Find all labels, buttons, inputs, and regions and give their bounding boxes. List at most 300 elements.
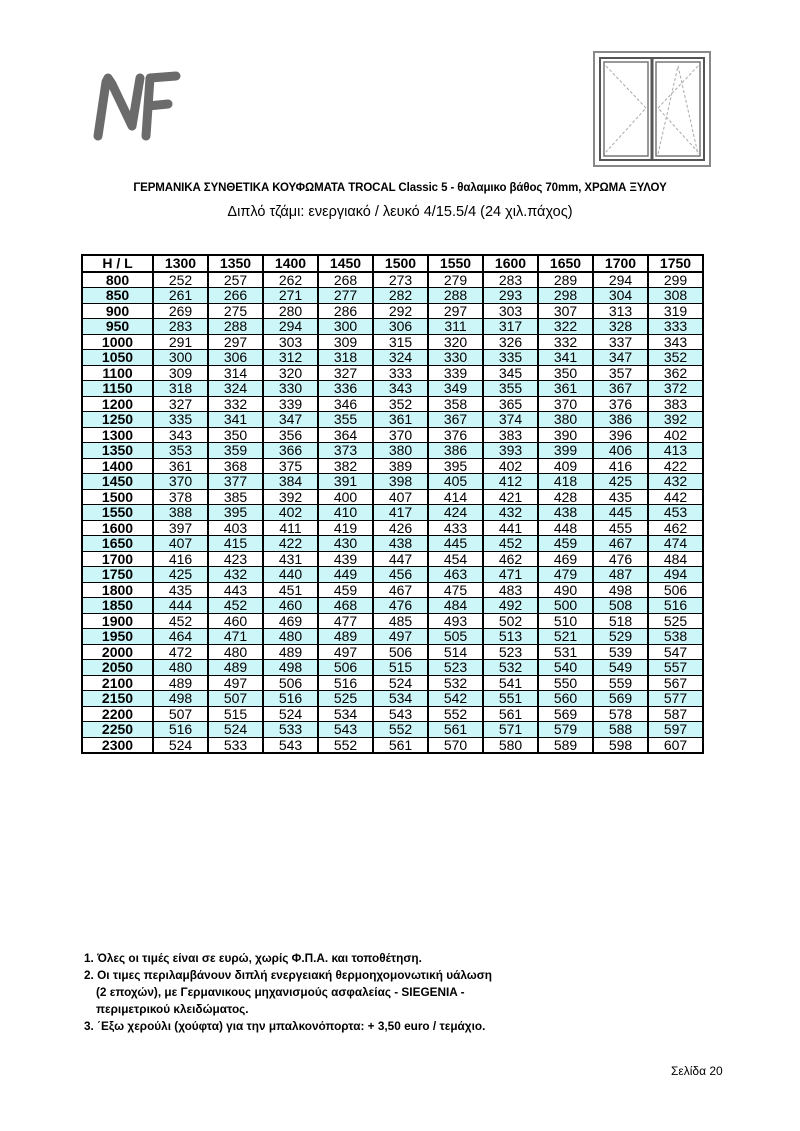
- price-cell: 403: [208, 520, 263, 536]
- price-cell: 252: [153, 272, 208, 288]
- price-cell: 361: [373, 412, 428, 428]
- price-cell: 350: [538, 365, 593, 381]
- price-cell: 421: [483, 489, 538, 505]
- document-title: ΓΕΡΜΑΝΙΚΑ ΣΥΝΘΕΤΙΚΑ ΚΟΥΦΩΜΑΤΑ TROCAL Classic 5 - θαλαμικο βάθος 70mm, ΧΡΩΜΑ ΞΥΛΟΥ: [133, 182, 667, 194]
- column-header: 1300: [153, 255, 208, 272]
- price-cell: 412: [483, 474, 538, 490]
- table-row: [82, 412, 703, 428]
- price-cell: 393: [483, 443, 538, 459]
- price-cell: 308: [648, 288, 703, 304]
- price-cell: 469: [263, 613, 318, 629]
- price-cell: 315: [373, 334, 428, 350]
- price-cell: 424: [428, 505, 483, 521]
- price-cell: 561: [428, 722, 483, 738]
- price-cell: 431: [263, 551, 318, 567]
- price-cell: 439: [318, 551, 373, 567]
- row-header: 1150: [82, 381, 153, 397]
- price-cell: 459: [538, 536, 593, 552]
- price-cell: 343: [153, 427, 208, 443]
- price-cell: 524: [153, 737, 208, 753]
- price-cell: 567: [648, 675, 703, 691]
- note-2: 2. Οι τιμες περιλαμβάνουν διπλή ενεργειακή θερμοηχομονωτική υάλωση: [84, 968, 492, 982]
- price-cell: 392: [648, 412, 703, 428]
- note-2-cont: (2 εποχών), με Γερμανικους μηχανισμούς ασφαλείας - SIEGENIA -: [96, 985, 465, 999]
- price-cell: 415: [208, 536, 263, 552]
- price-cell: 569: [593, 691, 648, 707]
- row-header: 900: [82, 303, 153, 319]
- price-cell: 347: [263, 412, 318, 428]
- price-cell: 303: [483, 303, 538, 319]
- row-header: 1750: [82, 567, 153, 583]
- price-cell: 380: [373, 443, 428, 459]
- price-cell: 443: [208, 582, 263, 598]
- price-cell: 449: [318, 567, 373, 583]
- price-cell: 507: [153, 706, 208, 722]
- price-cell: 292: [373, 303, 428, 319]
- price-cell: 456: [373, 567, 428, 583]
- price-cell: 521: [538, 629, 593, 645]
- table-row: [82, 660, 703, 676]
- price-cell: 418: [538, 474, 593, 490]
- price-cell: 468: [318, 598, 373, 614]
- row-header: 2000: [82, 644, 153, 660]
- price-cell: 343: [373, 381, 428, 397]
- price-cell: 578: [593, 706, 648, 722]
- price-cell: 462: [483, 551, 538, 567]
- price-cell: 332: [208, 396, 263, 412]
- price-cell: 440: [263, 567, 318, 583]
- price-cell: 441: [483, 520, 538, 536]
- price-cell: 416: [153, 551, 208, 567]
- price-cell: 477: [318, 613, 373, 629]
- price-cell: 373: [318, 443, 373, 459]
- row-header: 1650: [82, 536, 153, 552]
- price-cell: 589: [538, 737, 593, 753]
- price-cell: 361: [153, 458, 208, 474]
- row-header: 2300: [82, 737, 153, 753]
- price-cell: 452: [483, 536, 538, 552]
- price-cell: 288: [208, 319, 263, 335]
- table-header-row: [82, 255, 703, 272]
- price-cell: 524: [263, 706, 318, 722]
- row-header: 1450: [82, 474, 153, 490]
- price-cell: 529: [593, 629, 648, 645]
- price-cell: 395: [208, 505, 263, 521]
- price-cell: 298: [538, 288, 593, 304]
- column-header: 1650: [538, 255, 593, 272]
- price-cell: 534: [373, 691, 428, 707]
- note-3: 3. ΄Εξω χερούλι (χούφτα) για την μπαλκονόπορτα: + 3,50 euro / τεμάχιο.: [84, 1019, 486, 1033]
- price-cell: 368: [208, 458, 263, 474]
- table-row: [82, 629, 703, 645]
- price-cell: 359: [208, 443, 263, 459]
- price-cell: 282: [373, 288, 428, 304]
- price-cell: 352: [648, 350, 703, 366]
- price-cell: 508: [593, 598, 648, 614]
- price-cell: 489: [263, 644, 318, 660]
- table-row: [82, 706, 703, 722]
- price-cell: 459: [318, 582, 373, 598]
- price-cell: 533: [208, 737, 263, 753]
- column-header: 1550: [428, 255, 483, 272]
- table-row: [82, 675, 703, 691]
- price-cell: 417: [373, 505, 428, 521]
- price-cell: 299: [648, 272, 703, 288]
- price-cell: 413: [648, 443, 703, 459]
- price-cell: 327: [153, 396, 208, 412]
- price-cell: 307: [538, 303, 593, 319]
- price-cell: 422: [648, 458, 703, 474]
- price-cell: 400: [318, 489, 373, 505]
- price-cell: 525: [318, 691, 373, 707]
- price-cell: 294: [593, 272, 648, 288]
- price-cell: 597: [648, 722, 703, 738]
- price-cell: 382: [318, 458, 373, 474]
- price-cell: 372: [648, 381, 703, 397]
- table-row: [82, 598, 703, 614]
- price-cell: 492: [483, 598, 538, 614]
- table-row: [82, 520, 703, 536]
- price-cell: 286: [318, 303, 373, 319]
- price-cell: 257: [208, 272, 263, 288]
- price-cell: 289: [538, 272, 593, 288]
- price-cell: 406: [593, 443, 648, 459]
- price-cell: 543: [263, 737, 318, 753]
- price-cell: 497: [373, 629, 428, 645]
- price-cell: 383: [648, 396, 703, 412]
- price-cell: 361: [538, 381, 593, 397]
- price-cell: 414: [428, 489, 483, 505]
- price-cell: 425: [153, 567, 208, 583]
- row-header: 1500: [82, 489, 153, 505]
- price-table: [81, 254, 704, 754]
- price-cell: 339: [428, 365, 483, 381]
- price-cell: 460: [263, 598, 318, 614]
- table-row: [82, 427, 703, 443]
- price-cell: 559: [593, 675, 648, 691]
- price-cell: 588: [593, 722, 648, 738]
- price-cell: 335: [153, 412, 208, 428]
- price-cell: 349: [428, 381, 483, 397]
- row-header: 800: [82, 272, 153, 288]
- price-cell: 471: [208, 629, 263, 645]
- price-cell: 392: [263, 489, 318, 505]
- price-cell: 469: [538, 551, 593, 567]
- price-cell: 312: [263, 350, 318, 366]
- price-cell: 435: [153, 582, 208, 598]
- price-cell: 306: [208, 350, 263, 366]
- price-cell: 337: [593, 334, 648, 350]
- price-cell: 561: [483, 706, 538, 722]
- price-cell: 524: [208, 722, 263, 738]
- price-cell: 462: [648, 520, 703, 536]
- window-diagram-icon: [592, 50, 712, 168]
- price-cell: 514: [428, 644, 483, 660]
- price-cell: 402: [648, 427, 703, 443]
- price-cell: 523: [428, 660, 483, 676]
- price-cell: 364: [318, 427, 373, 443]
- price-cell: 322: [538, 319, 593, 335]
- price-cell: 518: [593, 613, 648, 629]
- table-row: [82, 474, 703, 490]
- price-cell: 607: [648, 737, 703, 753]
- price-cell: 500: [538, 598, 593, 614]
- price-cell: 516: [153, 722, 208, 738]
- price-cell: 261: [153, 288, 208, 304]
- price-cell: 304: [593, 288, 648, 304]
- price-cell: 524: [373, 675, 428, 691]
- price-cell: 339: [263, 396, 318, 412]
- price-cell: 345: [483, 365, 538, 381]
- price-cell: 552: [318, 737, 373, 753]
- price-cell: 515: [373, 660, 428, 676]
- row-header: 1550: [82, 505, 153, 521]
- price-cell: 480: [208, 644, 263, 660]
- price-cell: 376: [593, 396, 648, 412]
- row-header: 950: [82, 319, 153, 335]
- table-row: [82, 272, 703, 288]
- price-cell: 407: [153, 536, 208, 552]
- row-header: 2050: [82, 660, 153, 676]
- price-cell: 523: [483, 644, 538, 660]
- price-cell: 579: [538, 722, 593, 738]
- price-cell: 398: [373, 474, 428, 490]
- price-cell: 561: [373, 737, 428, 753]
- price-cell: 460: [208, 613, 263, 629]
- price-cell: 433: [428, 520, 483, 536]
- price-cell: 366: [263, 443, 318, 459]
- table-row: [82, 737, 703, 753]
- note-2-cont2: περιμετρικού κλειδώματος.: [96, 1002, 249, 1016]
- price-cell: 386: [593, 412, 648, 428]
- price-cell: 445: [428, 536, 483, 552]
- price-cell: 506: [263, 675, 318, 691]
- price-cell: 405: [428, 474, 483, 490]
- price-cell: 350: [208, 427, 263, 443]
- price-cell: 452: [153, 613, 208, 629]
- price-cell: 280: [263, 303, 318, 319]
- price-cell: 549: [593, 660, 648, 676]
- price-cell: 367: [428, 412, 483, 428]
- table-row: [82, 303, 703, 319]
- price-cell: 483: [483, 582, 538, 598]
- note-1: 1. Όλες οι τιμές είναι σε ευρώ, χωρίς Φ.Π.Α. και τοποθέτηση.: [84, 951, 422, 965]
- price-cell: 505: [428, 629, 483, 645]
- price-cell: 534: [318, 706, 373, 722]
- price-cell: 516: [263, 691, 318, 707]
- price-cell: 513: [483, 629, 538, 645]
- price-cell: 497: [208, 675, 263, 691]
- row-header: 850: [82, 288, 153, 304]
- price-cell: 532: [483, 660, 538, 676]
- price-cell: 515: [208, 706, 263, 722]
- price-cell: 448: [538, 520, 593, 536]
- table-row: [82, 458, 703, 474]
- price-cell: 489: [208, 660, 263, 676]
- price-cell: 275: [208, 303, 263, 319]
- column-header: 1750: [648, 255, 703, 272]
- price-cell: 533: [263, 722, 318, 738]
- price-cell: 479: [538, 567, 593, 583]
- column-header: 1500: [373, 255, 428, 272]
- price-cell: 480: [263, 629, 318, 645]
- price-cell: 494: [648, 567, 703, 583]
- table-row: [82, 722, 703, 738]
- table-row: [82, 334, 703, 350]
- price-cell: 327: [318, 365, 373, 381]
- price-cell: 377: [208, 474, 263, 490]
- price-cell: 367: [593, 381, 648, 397]
- price-cell: 516: [648, 598, 703, 614]
- price-cell: 525: [648, 613, 703, 629]
- corner-header: H / L: [82, 255, 153, 272]
- row-header: 1300: [82, 427, 153, 443]
- price-cell: 388: [153, 505, 208, 521]
- price-cell: 411: [263, 520, 318, 536]
- price-cell: 279: [428, 272, 483, 288]
- price-cell: 320: [428, 334, 483, 350]
- price-cell: 297: [208, 334, 263, 350]
- price-cell: 455: [593, 520, 648, 536]
- price-cell: 493: [428, 613, 483, 629]
- price-cell: 385: [208, 489, 263, 505]
- price-cell: 540: [538, 660, 593, 676]
- price-cell: 570: [428, 737, 483, 753]
- price-cell: 506: [373, 644, 428, 660]
- price-cell: 384: [263, 474, 318, 490]
- price-cell: 318: [153, 381, 208, 397]
- table-row: [82, 350, 703, 366]
- row-header: 1900: [82, 613, 153, 629]
- price-cell: 444: [153, 598, 208, 614]
- price-cell: 357: [593, 365, 648, 381]
- row-header: 1400: [82, 458, 153, 474]
- price-cell: 507: [208, 691, 263, 707]
- price-cell: 336: [318, 381, 373, 397]
- row-header: 1000: [82, 334, 153, 350]
- price-cell: 378: [153, 489, 208, 505]
- column-header: 1400: [263, 255, 318, 272]
- price-cell: 454: [428, 551, 483, 567]
- column-header: 1700: [593, 255, 648, 272]
- price-cell: 297: [428, 303, 483, 319]
- price-cell: 283: [153, 319, 208, 335]
- price-cell: 432: [208, 567, 263, 583]
- table-row: [82, 613, 703, 629]
- price-cell: 471: [483, 567, 538, 583]
- price-cell: 288: [428, 288, 483, 304]
- price-cell: 484: [648, 551, 703, 567]
- price-cell: 407: [373, 489, 428, 505]
- row-header: 2150: [82, 691, 153, 707]
- price-cell: 435: [593, 489, 648, 505]
- price-cell: 498: [153, 691, 208, 707]
- column-header: 1450: [318, 255, 373, 272]
- table-row: [82, 288, 703, 304]
- price-cell: 425: [593, 474, 648, 490]
- price-cell: 580: [483, 737, 538, 753]
- price-cell: 402: [263, 505, 318, 521]
- price-cell: 330: [428, 350, 483, 366]
- price-cell: 422: [263, 536, 318, 552]
- price-cell: 396: [593, 427, 648, 443]
- price-cell: 409: [538, 458, 593, 474]
- price-cell: 341: [208, 412, 263, 428]
- price-cell: 467: [373, 582, 428, 598]
- price-cell: 426: [373, 520, 428, 536]
- price-cell: 543: [318, 722, 373, 738]
- price-cell: 328: [593, 319, 648, 335]
- row-header: 2250: [82, 722, 153, 738]
- table-row: [82, 567, 703, 583]
- price-cell: 489: [153, 675, 208, 691]
- price-cell: 484: [428, 598, 483, 614]
- price-cell: 539: [593, 644, 648, 660]
- price-cell: 451: [263, 582, 318, 598]
- price-cell: 343: [648, 334, 703, 350]
- price-cell: 485: [373, 613, 428, 629]
- price-cell: 356: [263, 427, 318, 443]
- table-row: [82, 644, 703, 660]
- table-row: [82, 365, 703, 381]
- row-header: 1100: [82, 365, 153, 381]
- table-row: [82, 381, 703, 397]
- price-cell: 438: [538, 505, 593, 521]
- price-cell: 386: [428, 443, 483, 459]
- price-cell: 362: [648, 365, 703, 381]
- price-cell: 442: [648, 489, 703, 505]
- price-cell: 502: [483, 613, 538, 629]
- price-cell: 476: [373, 598, 428, 614]
- price-cell: 300: [318, 319, 373, 335]
- table-row: [82, 536, 703, 552]
- price-cell: 402: [483, 458, 538, 474]
- document-subtitle: Διπλό τζάμι: ενεργιακό / λευκό 4/15.5/4 (24 χιλ.πάχος): [227, 204, 573, 220]
- price-cell: 410: [318, 505, 373, 521]
- row-header: 2100: [82, 675, 153, 691]
- price-cell: 306: [373, 319, 428, 335]
- price-cell: 472: [153, 644, 208, 660]
- price-cell: 516: [318, 675, 373, 691]
- table-row: [82, 582, 703, 598]
- row-header: 1950: [82, 629, 153, 645]
- price-cell: 432: [483, 505, 538, 521]
- price-cell: 314: [208, 365, 263, 381]
- price-cell: 489: [318, 629, 373, 645]
- price-cell: 532: [428, 675, 483, 691]
- price-cell: 353: [153, 443, 208, 459]
- price-cell: 309: [318, 334, 373, 350]
- price-cell: 464: [153, 629, 208, 645]
- price-cell: 320: [263, 365, 318, 381]
- price-cell: 475: [428, 582, 483, 598]
- price-cell: 277: [318, 288, 373, 304]
- row-header: 1850: [82, 598, 153, 614]
- price-cell: 283: [483, 272, 538, 288]
- price-cell: 416: [593, 458, 648, 474]
- table-row: [82, 505, 703, 521]
- price-cell: 262: [263, 272, 318, 288]
- price-cell: 531: [538, 644, 593, 660]
- price-cell: 452: [208, 598, 263, 614]
- price-cell: 324: [373, 350, 428, 366]
- price-cell: 587: [648, 706, 703, 722]
- price-cell: 291: [153, 334, 208, 350]
- price-cell: 355: [483, 381, 538, 397]
- price-cell: 453: [648, 505, 703, 521]
- price-cell: 510: [538, 613, 593, 629]
- price-cell: 309: [153, 365, 208, 381]
